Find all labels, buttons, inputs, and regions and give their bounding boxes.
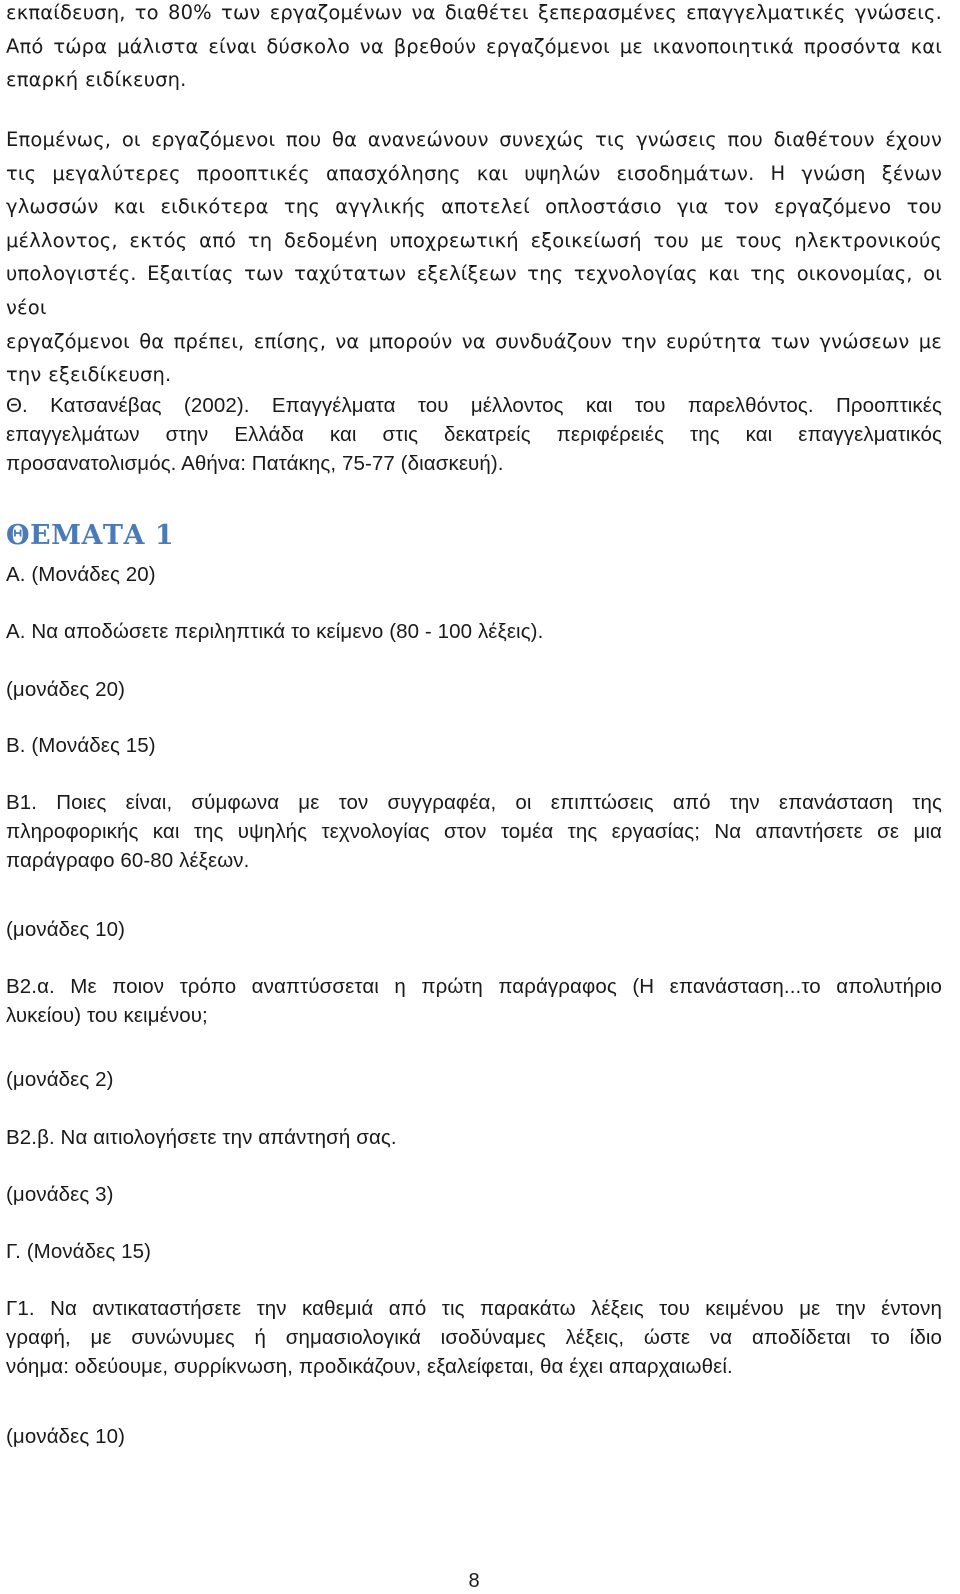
question-b2b-points: (μονάδες 3): [6, 1183, 114, 1206]
paragraph-line: τις μεγαλύτερες προοπτικές απασχόλησης και υψηλών εισοδημάτων. Η γνώση ξένων: [6, 161, 942, 185]
paragraph-line: υπολογιστές. Εξαιτίας των ταχύτατων εξελίξεων της τεχνολογίας και της οικονομίας, οι νέοι: [6, 262, 942, 319]
document-page: [6, 0, 942, 1593]
page-number: 8: [468, 1570, 480, 1592]
question-b2b: Β2.β. Να αιτιολογήσετε την απάντησή σας.: [6, 1126, 397, 1149]
question-line: παράγραφο 60-80 λέξεων.: [6, 849, 250, 872]
part-a-points: (μονάδες 20): [6, 678, 126, 701]
section-heading: ΘΕΜΑΤΑ 1: [6, 520, 175, 551]
part-a-question: Α. Να αποδώσετε περιληπτικά το κείμενο (80 - 100 λέξεις).: [6, 620, 544, 643]
question-c1-points: (μονάδες 10): [6, 1425, 126, 1448]
citation-line: επαγγελμάτων στην Ελλάδα και στις δεκατρείς περιφέρειές της και επαγγελματικός: [6, 423, 942, 446]
paragraph-line: μέλλοντος, εκτός από τη δεδομένη υποχρεωτική εξοικείωσή του με τους ηλεκτρονικούς: [6, 228, 942, 252]
citation-line: προσανατολισμός. Αθήνα: Πατάκης, 75-77 (διασκευή).: [6, 452, 504, 475]
paragraph-line: Επομένως, οι εργαζόμενοι που θα ανανεώνουν συνεχώς τις γνώσεις που διαθέτουν έχουν: [6, 128, 942, 151]
question-line: λυκείου) του κειμένου;: [6, 1004, 208, 1027]
question-line: γραφή, με συνώνυμες ή σημασιολογικά ισοδύναμες λέξεις, ώστε να αποδίδεται το ίδιο: [6, 1326, 942, 1349]
part-c-title: Γ. (Μονάδες 15): [6, 1240, 152, 1263]
part-a-title: Α. (Μονάδες 20): [6, 563, 156, 586]
paragraph-line: εκπαίδευση, το 80% των εργαζομένων να διαθέτει ξεπερασμένες επαγγελματικές γνώσεις.: [6, 1, 942, 24]
question-b1-points: (μονάδες 10): [6, 918, 126, 941]
question-b2a: [6, 972, 942, 1030]
question-line: πληροφορικής και της υψηλής τεχνολογίας στον τομέα της εργασίας; Να απαντήσετε σε μια: [6, 820, 942, 843]
paragraph-line: επαρκή ειδίκευση.: [6, 68, 187, 92]
main-paragraph: [6, 123, 942, 392]
question-line: Β2.α. Με ποιον τρόπο αναπτύσσεται η πρώτη παράγραφος (Η επανάσταση...το απολυτήριο: [6, 975, 942, 998]
question-line: Γ1. Να αντικαταστήσετε την καθεμιά από τις παρακάτω λέξεις του κειμένου με την έντονη: [6, 1297, 942, 1320]
question-b1: [6, 788, 942, 875]
question-line: Β1. Ποιες είναι, σύμφωνα με τον συγγραφέα, οι επιπτώσεις από την επανάσταση της: [6, 791, 942, 814]
question-line: νόημα: οδεύουμε, συρρίκνωση, προδικάζουν, εξαλείφεται, θα έχει απαρχαιωθεί.: [6, 1355, 733, 1378]
citation-line: Θ. Κατσανέβας (2002). Επαγγέλματα του μέλλοντος και του παρελθόντος. Προοπτικές: [6, 394, 942, 417]
paragraph-line: την εξειδίκευση.: [6, 363, 172, 387]
question-b2a-points: (μονάδες 2): [6, 1068, 114, 1091]
paragraph-line: γλωσσών και ειδικότερα της αγγλικής αποτελεί οπλοστάσιο για τον εργαζόμενο του: [6, 195, 942, 219]
question-c1: [6, 1294, 942, 1381]
source-citation: [6, 391, 942, 478]
paragraph-line: εργαζόμενοι θα πρέπει, επίσης, να μπορούν να συνδυάζουν την ευρύτητα των γνώσεων με: [6, 329, 942, 353]
part-b-title: Β. (Μονάδες 15): [6, 734, 156, 757]
paragraph-line: Από τώρα μάλιστα είναι δύσκολο να βρεθούν εργαζόμενοι με ικανοποιητικά προσόντα και: [6, 34, 942, 58]
intro-paragraph: [6, 0, 942, 97]
